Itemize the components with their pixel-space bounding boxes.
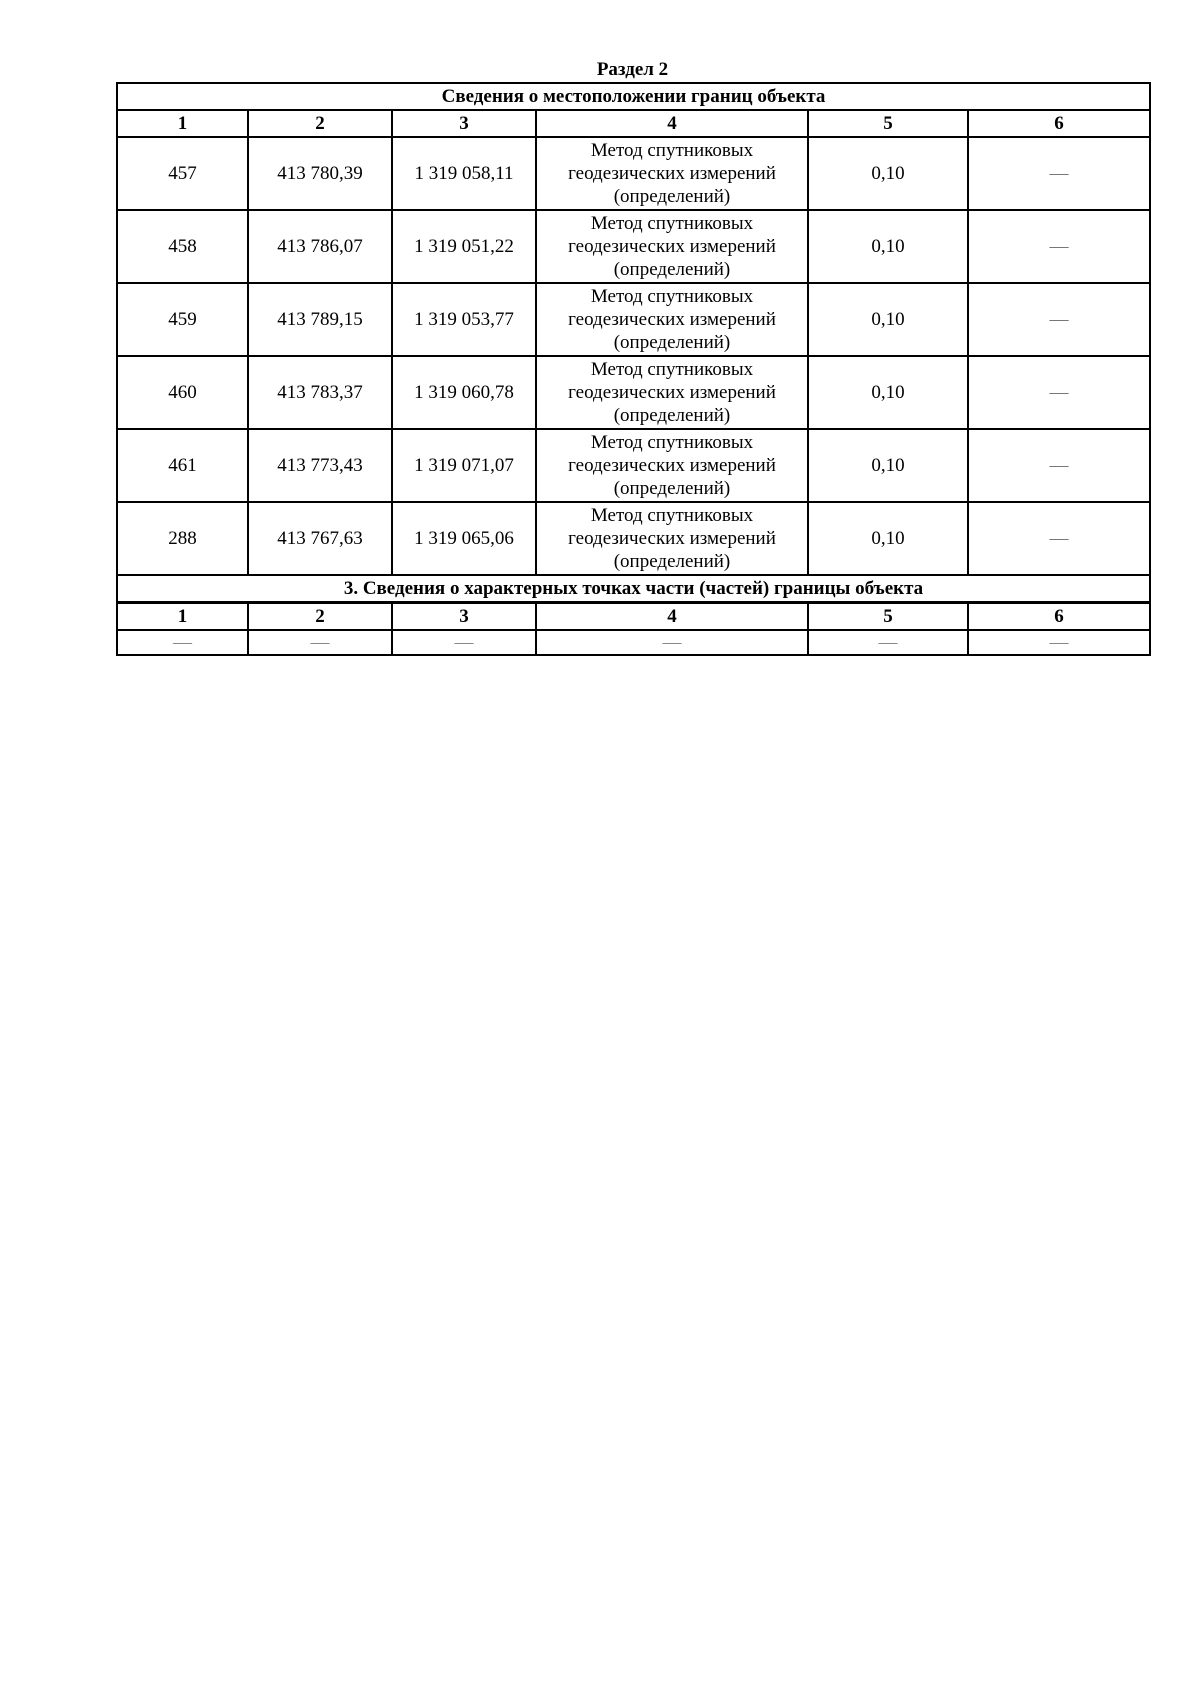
accuracy: 0,10 — [808, 137, 968, 210]
coord-x: 413 783,37 — [248, 356, 392, 429]
table1-header-2: 2 — [248, 110, 392, 137]
coord-x: 413 789,15 — [248, 283, 392, 356]
empty-cell: — — [117, 630, 248, 655]
coord-y: 1 319 060,78 — [392, 356, 536, 429]
table-row — [117, 210, 1150, 283]
coord-x: 413 786,07 — [248, 210, 392, 283]
method-line-3: (определений) — [613, 478, 731, 499]
empty-cell: — — [536, 630, 808, 655]
method-line-3: (определений) — [613, 551, 731, 572]
coord-y: 1 319 071,07 — [392, 429, 536, 502]
coord-x: 413 767,63 — [248, 502, 392, 575]
boundary-table — [116, 82, 1151, 656]
table2-header-row — [117, 603, 1150, 631]
method-line-1: Метод спутниковых — [590, 140, 754, 161]
table1-header-3: 3 — [392, 110, 536, 137]
note: — — [968, 502, 1150, 575]
table-row — [117, 137, 1150, 210]
empty-cell: — — [968, 630, 1150, 655]
coord-y: 1 319 053,77 — [392, 283, 536, 356]
table2-header-1: 1 — [117, 603, 248, 631]
table-row — [117, 283, 1150, 356]
point-number: 457 — [117, 137, 248, 210]
note: — — [968, 283, 1150, 356]
table-row — [117, 429, 1150, 502]
note: — — [968, 429, 1150, 502]
table1-caption: Сведения о местоположении границ объекта — [117, 83, 1150, 110]
table1-header-row — [117, 110, 1150, 137]
point-number: 460 — [117, 356, 248, 429]
method-cell — [536, 356, 808, 429]
point-number: 461 — [117, 429, 248, 502]
table1-header-5: 5 — [808, 110, 968, 137]
table2-caption: 3. Сведения о характерных точках части (частей) границы объекта — [117, 575, 1150, 603]
method-cell — [536, 429, 808, 502]
section-title: Раздел 2 — [596, 59, 669, 80]
empty-cell: — — [248, 630, 392, 655]
method-line-1: Метод спутниковых — [590, 213, 754, 234]
empty-cell: — — [808, 630, 968, 655]
table2-header-3: 3 — [392, 603, 536, 631]
point-number: 288 — [117, 502, 248, 575]
method-line-1: Метод спутниковых — [590, 359, 754, 380]
table1-header-6: 6 — [968, 110, 1150, 137]
note: — — [968, 137, 1150, 210]
coord-x: 413 780,39 — [248, 137, 392, 210]
coord-y: 1 319 065,06 — [392, 502, 536, 575]
method-line-3: (определений) — [613, 259, 731, 280]
table1-header-4: 4 — [536, 110, 808, 137]
table-row — [117, 502, 1150, 575]
method-cell — [536, 283, 808, 356]
method-line-2: геодезических измерений — [568, 309, 776, 330]
table2-empty-row — [117, 630, 1150, 655]
method-line-3: (определений) — [613, 332, 731, 353]
method-line-2: геодезических измерений — [568, 382, 776, 403]
table2-header-6: 6 — [968, 603, 1150, 631]
coord-y: 1 319 051,22 — [392, 210, 536, 283]
note: — — [968, 356, 1150, 429]
document-page — [116, 58, 1149, 656]
method-cell — [536, 210, 808, 283]
method-line-1: Метод спутниковых — [590, 505, 754, 526]
method-line-2: геодезических измерений — [568, 528, 776, 549]
table2-header-5: 5 — [808, 603, 968, 631]
table2-header-4: 4 — [536, 603, 808, 631]
table1-header-1: 1 — [117, 110, 248, 137]
method-cell — [536, 502, 808, 575]
method-line-2: геодезических измерений — [568, 163, 776, 184]
coord-y: 1 319 058,11 — [392, 137, 536, 210]
point-number: 458 — [117, 210, 248, 283]
accuracy: 0,10 — [808, 356, 968, 429]
note: — — [968, 210, 1150, 283]
method-line-1: Метод спутниковых — [590, 286, 754, 307]
method-cell — [536, 137, 808, 210]
point-number: 459 — [117, 283, 248, 356]
accuracy: 0,10 — [808, 210, 968, 283]
method-line-2: геодезических измерений — [568, 455, 776, 476]
table-row — [117, 356, 1150, 429]
method-line-3: (определений) — [613, 405, 731, 426]
method-line-3: (определений) — [613, 186, 731, 207]
coord-x: 413 773,43 — [248, 429, 392, 502]
method-line-2: геодезических измерений — [568, 236, 776, 257]
empty-cell: — — [392, 630, 536, 655]
accuracy: 0,10 — [808, 283, 968, 356]
method-line-1: Метод спутниковых — [590, 432, 754, 453]
accuracy: 0,10 — [808, 429, 968, 502]
table2-header-2: 2 — [248, 603, 392, 631]
accuracy: 0,10 — [808, 502, 968, 575]
